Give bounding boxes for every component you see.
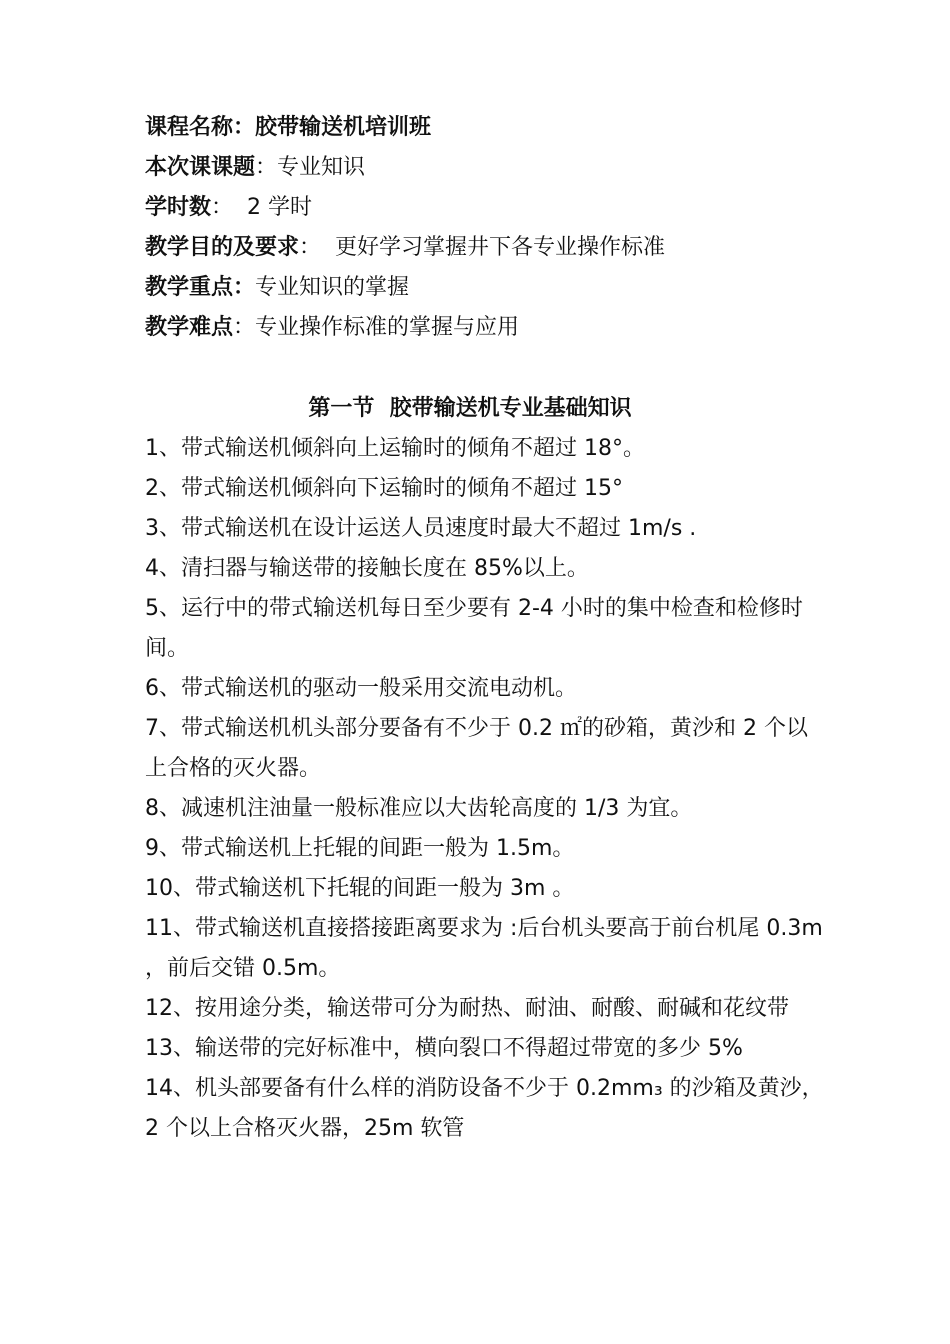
difficulty-line: [145, 308, 825, 348]
key-point-sep: ：: [233, 275, 256, 300]
list-item: 3、带式输送机在设计运送人员速度时最大不超过 1m/s .: [145, 516, 697, 541]
list-item: 13、输送带的完好标准中，横向裂口不得超过带宽的多少 5%: [145, 1036, 743, 1061]
teaching-goal-line: [145, 228, 825, 268]
knowledge-list: [145, 429, 825, 1149]
key-point-label: 教学重点: [145, 275, 234, 300]
difficulty-label: 教学难点: [145, 315, 234, 340]
course-name-label: 课程名称: [145, 115, 234, 140]
lesson-topic-line: [145, 148, 825, 188]
difficulty-sep: ：: [233, 315, 256, 340]
list-item: 12、按用途分类，输送带可分为耐热、耐油、耐酸、耐碱和花纹带: [145, 996, 789, 1021]
teaching-goal-value: 更好学习掌握井下各专业操作标准: [321, 235, 666, 260]
class-hours-line: [145, 188, 825, 228]
document-page: [145, 108, 825, 1149]
key-point-line: [145, 268, 825, 308]
list-item: 9、带式输送机上托辊的间距一般为 1.5m。: [145, 836, 575, 861]
list-item: 2、带式输送机倾斜向下运输时的倾角不超过 15°: [145, 476, 623, 501]
lesson-topic-label: 本次课课题: [145, 155, 256, 180]
list-item: 11、带式输送机直接搭接距离要求为 :后台机头要高于前台机尾 0.3m ，前后交错 0.5m。: [145, 916, 823, 981]
class-hours-sep: ：: [211, 195, 234, 220]
class-hours-label: 学时数: [145, 195, 212, 220]
list-item: 1、带式输送机倾斜向上运输时的倾角不超过 18°。: [145, 436, 645, 461]
list-item: 14、机头部要备有什么样的消防设备不少于 0.2mm₃ 的沙箱及黄沙，2 个以上合格灭火器，25m 软管: [145, 1076, 824, 1141]
key-point-value: 专业知识的掌握: [255, 275, 410, 300]
list-item: 7、带式输送机机头部分要备有不少于 0.2 ㎡的砂箱，黄沙和 2 个以上合格的灭火器。: [145, 716, 808, 781]
lesson-topic-value: 专业知识: [277, 155, 366, 180]
class-hours-value: 2 学时: [233, 195, 313, 220]
list-item: 5、运行中的带式输送机每日至少要有 2-4 小时的集中检查和检修时间。: [145, 596, 803, 661]
list-item: 10、带式输送机下托辊的间距一般为 3m 。: [145, 876, 575, 901]
lesson-topic-sep: ：: [255, 155, 278, 180]
list-item: 4、清扫器与输送带的接触长度在 85%以上。: [145, 556, 589, 581]
section-title: 第一节 胶带输送机专业基础知识: [308, 396, 632, 421]
course-name-line: [145, 108, 825, 148]
course-name-value: 胶带输送机培训班: [255, 115, 432, 140]
teaching-goal-sep: ：: [299, 235, 322, 260]
list-item: 8、减速机注油量一般标准应以大齿轮高度的 1/3 为宜。: [145, 796, 693, 821]
course-info: [145, 108, 825, 348]
difficulty-value: 专业操作标准的掌握与应用: [255, 315, 520, 340]
course-name-sep: ：: [233, 115, 256, 140]
list-item: 6、带式输送机的驱动一般采用交流电动机。: [145, 676, 577, 701]
teaching-goal-label: 教学目的及要求: [145, 235, 300, 260]
